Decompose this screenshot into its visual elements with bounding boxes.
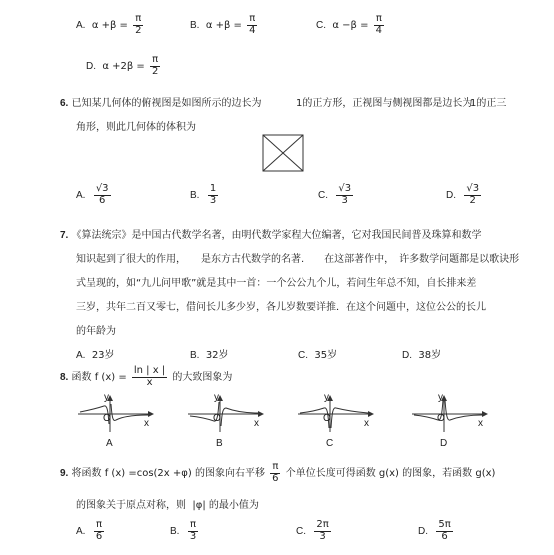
q9-line1: 9. 将函数 f (x) =cos(2x +φ) 的图象向右平移 $\frac{\pi}{6}$ 个单位长度可得函数 g(x) 的图象，若函数 g(x) <box>60 461 496 484</box>
q6-line1-b: 1的正方形，正视图与侧视图都是边长为 <box>296 98 473 109</box>
q7-option-a: A. 23岁 <box>76 350 115 361</box>
q6-option-c: C. $\frac{√3}{3}$ <box>318 183 352 206</box>
q7-line2: 知识起到了很大的作用， 是东方古代数学的名著. 在这部著作中， 许多数学问题都是以歌诀形 <box>76 254 520 265</box>
q9-option-b: B. $\frac{\pi}{3}$ <box>170 519 197 542</box>
q5-option-c: C. α −β = $\frac{\pi}{4}$ <box>316 13 383 36</box>
q8-graph-a-label: A <box>106 438 113 449</box>
q6-option-b: B. $\frac{1}{3}$ <box>190 183 217 206</box>
q9-option-d: D. $\frac{5\pi}{6}$ <box>418 519 451 542</box>
q8-graph-c-label: C <box>326 438 334 449</box>
q8-graph-a-origin-label: O <box>103 413 111 424</box>
q9-line2: 的图象关于原点对称，则 |φ| 的最小值为 <box>76 500 259 511</box>
q8-graph-c-origin-label: O <box>323 413 331 424</box>
q7-option-b: B. 32岁 <box>190 350 229 361</box>
q8-graph-d-origin-label: O <box>437 413 445 424</box>
q7-line4: 三岁，共年二百又零七，借问长儿多少岁，各儿岁数要详推．在这个问题中，这位公公的长儿 <box>76 302 486 313</box>
q8-graph-b-label: B <box>216 438 223 449</box>
q8-graph-c-y-label: y <box>324 392 329 403</box>
q8-graph-b-x-label: x <box>254 418 259 429</box>
q6-line2: 角形，则此几何体的体积为 <box>76 122 196 133</box>
q6-top-view-figure <box>262 134 304 172</box>
q7-line1: 7. 《算法统宗》是中国古代数学名著，由明代数学家程大位编著，它对我国民间普及珠算和数学 <box>60 230 482 241</box>
q7-line5: 的年龄为 <box>76 326 116 337</box>
q8-graph-b-y-label: y <box>214 392 219 403</box>
q8-graph-d-y-label: y <box>438 392 443 403</box>
q9-option-c: C. $\frac{2\pi}{3}$ <box>296 519 329 542</box>
q6-line1: 6. 已知某几何体的俯视图是如图所示的边长为 <box>60 98 262 109</box>
q8-graph-a-x-label: x <box>144 418 149 429</box>
q6-line1-c: 1的正三 <box>470 98 507 109</box>
q5-option-a: A. α +β = $\frac{\pi}{2}$ <box>76 13 142 36</box>
q8-graph-b-origin-label: O <box>213 413 221 424</box>
q8-graph-d-label: D <box>440 438 448 449</box>
q7-option-c: C. 35岁 <box>298 350 338 361</box>
q5-option-d: D. α +2β = $\frac{\pi}{2}$ <box>86 54 159 77</box>
q8-graph-d-x-label: x <box>478 418 483 429</box>
q6-option-a: A. $\frac{√3}{6}$ <box>76 183 109 206</box>
q8-graph-a-y-label: y <box>104 392 109 403</box>
q5-option-b: B. α +β = $\frac{\pi}{4}$ <box>190 13 256 36</box>
q8-stem: 8. 函数 f (x) = $\frac{\ln | x |}{x}$ 的大致图象为 <box>60 365 233 388</box>
q8-graph-c-x-label: x <box>364 418 369 429</box>
q7-option-d: D. 38岁 <box>402 350 442 361</box>
q9-option-a: A. $\frac{\pi}{6}$ <box>76 519 103 542</box>
q7-line3: 式呈现的，如“九儿问甲歌”就是其中一首：一个公公九个儿，若问生年总不知，自长排来差 <box>76 278 477 289</box>
q6-option-d: D. $\frac{√3}{2}$ <box>446 183 480 206</box>
